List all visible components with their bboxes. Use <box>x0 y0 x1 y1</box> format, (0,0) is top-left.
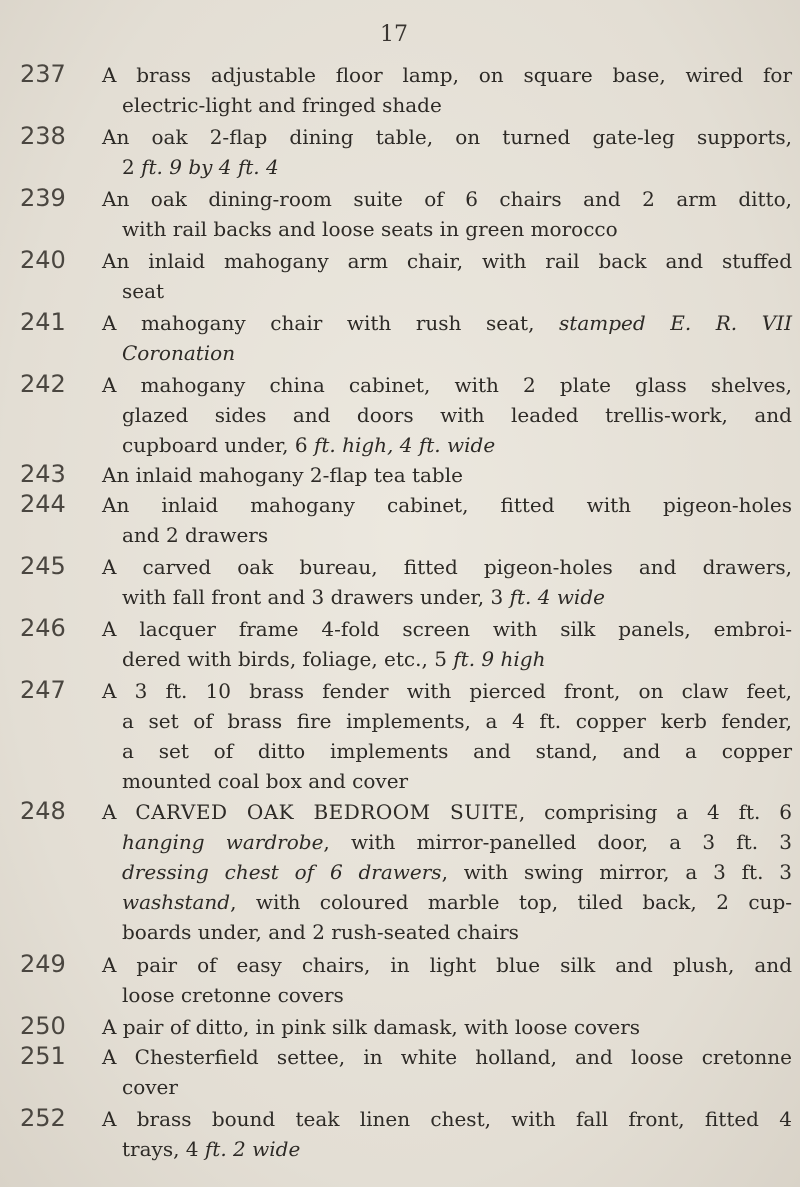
lot-number: 244 <box>20 490 66 518</box>
lot-description-line: A brass adjustable floor lamp, on square base, wired for <box>102 63 792 87</box>
lot-description-line: 2 ft. 9 by 4 ft. 4 <box>122 155 279 179</box>
lot-number: 239 <box>20 184 66 212</box>
lot-description-line: A 3 ft. 10 brass fender with pierced front, on claw feet, <box>102 679 792 703</box>
lot-description-line: An oak dining-room suite of 6 chairs and 2 arm ditto, <box>102 187 792 211</box>
lot-description-line: A Chesterfield settee, in white holland, and loose cretonne <box>102 1045 792 1069</box>
lot-description <box>102 246 792 306</box>
lot-number: 248 <box>20 797 66 825</box>
lot-description-line: dered with birds, foliage, etc., 5 ft. 9 high <box>122 647 546 671</box>
lot-description-line: cover <box>122 1075 178 1099</box>
lot-number: 250 <box>20 1012 66 1040</box>
lot-description-line: A CARVED OAK BEDROOM SUITE, comprising a 4 ft. 6 <box>102 800 792 824</box>
lot-description-line: A mahogany china cabinet, with 2 plate glass shelves, <box>102 373 792 397</box>
lot-description-line: with fall front and 3 drawers under, 3 ft. 4 wide <box>122 585 605 609</box>
lot-description-line: and 2 drawers <box>122 523 269 547</box>
lot-number: 252 <box>20 1104 66 1132</box>
lot-description-line: seat <box>122 279 165 303</box>
lot-number: 249 <box>20 950 66 978</box>
lot-description-line: loose cretonne covers <box>122 983 344 1007</box>
lot-description-line: with rail backs and loose seats in green morocco <box>122 217 618 241</box>
lot-description <box>102 122 792 182</box>
lot-description-line: cupboard under, 6 ft. high, 4 ft. wide <box>122 433 496 457</box>
lot-description-line: hanging wardrobe, with mirror-panelled door, a 3 ft. 3 <box>122 830 792 854</box>
lot-description <box>102 1042 792 1102</box>
lot-description-line: A brass bound teak linen chest, with fall front, fitted 4 <box>102 1107 792 1131</box>
lot-description <box>102 370 792 460</box>
lot-description <box>102 184 792 244</box>
lot-description <box>102 552 792 612</box>
lot-number: 242 <box>20 370 66 398</box>
lot-description-line: A carved oak bureau, fitted pigeon-holes and drawers, <box>102 555 792 579</box>
lot-description-line: A pair of ditto, in pink silk damask, with loose covers <box>102 1015 641 1039</box>
lot-description-line: An oak 2-flap dining table, on turned gate-leg supports, <box>102 125 792 149</box>
lot-description-line: mounted coal box and cover <box>122 769 409 793</box>
lot-description-line: electric-light and fringed shade <box>122 93 442 117</box>
lot-description <box>102 1104 792 1164</box>
lot-number: 237 <box>20 60 66 88</box>
lot-description <box>102 60 792 120</box>
lot-description <box>102 950 792 1010</box>
lot-description-line: glazed sides and doors with leaded trellis-work, and <box>122 403 792 427</box>
lot-number: 241 <box>20 308 66 336</box>
lot-description <box>102 460 792 490</box>
lot-number: 247 <box>20 676 66 704</box>
lot-description-line: A lacquer frame 4-fold screen with silk panels, embroi- <box>102 617 792 641</box>
lot-description-line: An inlaid mahogany cabinet, fitted with pigeon-holes <box>102 493 792 517</box>
lot-number: 238 <box>20 122 66 150</box>
lot-number: 246 <box>20 614 66 642</box>
lot-number: 245 <box>20 552 66 580</box>
lot-description-line: a set of ditto implements and stand, and a copper <box>122 739 792 763</box>
lot-description-line: trays, 4 ft. 2 wide <box>122 1137 301 1161</box>
lot-description-line: dressing chest of 6 drawers, with swing mirror, a 3 ft. 3 <box>122 860 792 884</box>
lot-description-line: A pair of easy chairs, in light blue silk and plush, and <box>102 953 792 977</box>
lot-description <box>102 490 792 550</box>
lot-description-line: boards under, and 2 rush-seated chairs <box>122 920 519 944</box>
lot-description-line: a set of brass fire implements, a 4 ft. copper kerb fender, <box>122 709 792 733</box>
lot-number: 240 <box>20 246 66 274</box>
lot-description-line: A mahogany chair with rush seat, stamped E. R. VII <box>102 311 792 335</box>
lot-description <box>102 1012 792 1042</box>
lot-description <box>102 797 792 947</box>
page-number: 17 <box>380 22 408 47</box>
lot-description <box>102 676 792 796</box>
lot-description-line: Coronation <box>122 341 236 365</box>
lot-description-line: An inlaid mahogany 2-flap tea table <box>102 463 463 487</box>
lot-description-line: washstand, with coloured marble top, tiled back, 2 cup- <box>122 890 792 914</box>
lot-description <box>102 308 792 368</box>
lot-description <box>102 614 792 674</box>
lot-number: 251 <box>20 1042 66 1070</box>
lot-description-line: An inlaid mahogany arm chair, with rail back and stuffed <box>102 249 792 273</box>
lot-number: 243 <box>20 460 66 488</box>
